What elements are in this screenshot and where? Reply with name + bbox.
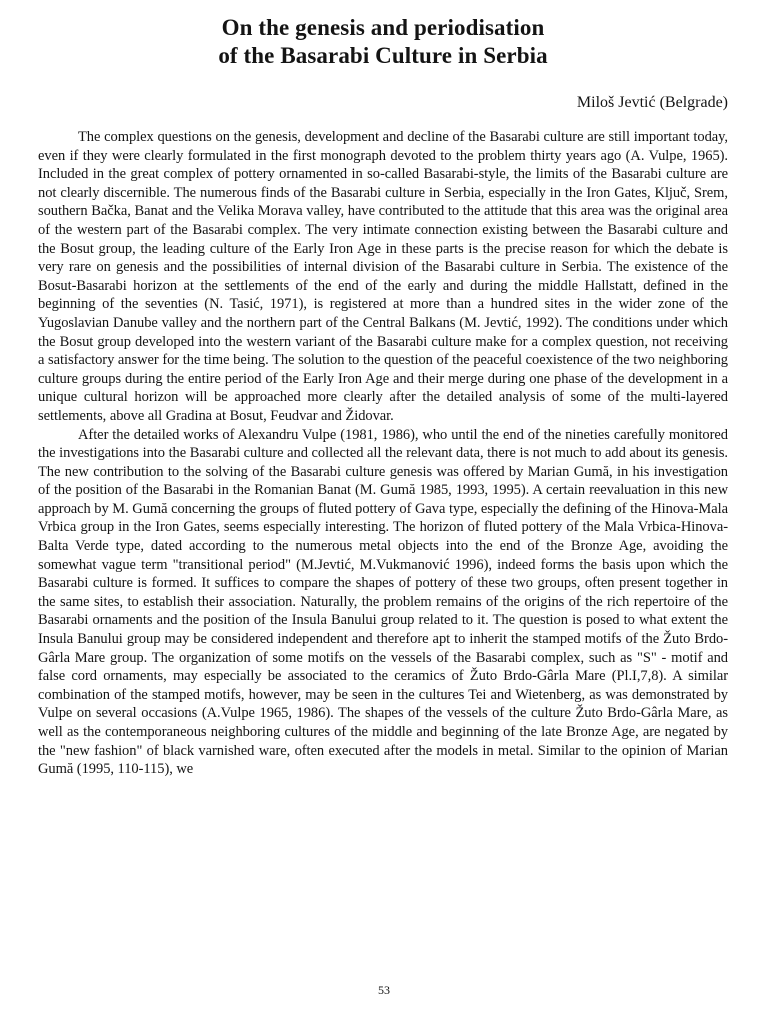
paragraph-1: The complex questions on the genesis, development and decline of the Basarabi culture are still important today, even if they were clearly formulated in the first monograph devoted to the problem thirty years ago (A. Vulpe, 1965). Included in the great complex of pottery ornamented in so-called Basarabi-style, the limits of the Basarabi culture are not clearly discernible. The numerous finds of the Basarabi culture in Serbia, especially in the Iron Gates, Ključ, Srem, southern Bačka, Banat and the Velika Morava valley, have contributed to the attitude that this area was the original area of the western part of the Basarabi complex. The very intimate connection existing between the Basarabi culture and the Bosut group, the leading culture of the Early Iron Age in these parts is the precise reason for which the debate is very rare on genesis and the possibilities of internal division of the Basarabi culture in Serbia. The existence of the Bosut-Basarabi horizon at the settlements of the end of the early and during the middle Hallstatt, defined in the beginning of the seventies (N. Tasić, 1971), is registered at more than a hundred sites in the wider zone of the Yugoslavian Danube valley and the northern part of the Central Balkans (M. Jevtić, 1992). The conditions under which the Bosut group developed into the western variant of the Basarabi culture make for a complex question, not receiving a satisfactory answer for the time being. The solution to the question of the peaceful coexistence of the two neighboring culture groups during the entire period of the Early Iron Age and their merge during one phase of the development in a unique cultural horizon will be approached more clearly after the detailed analysis of some of the multi-layered settlements, above all Gradina at Bosut, Feudvar and Židovar. [38,129,728,424]
title-line-2: of the Basarabi Culture in Serbia [218,43,548,68]
article-body [38,128,728,779]
paragraph-2: After the detailed works of Alexandru Vulpe (1981, 1986), who until the end of the nineties carefully monitored the investigations into the Basarabi culture and collected all the relevant data, there is not much to add about its genesis. The new contribution to the solving of the Basarabi culture genesis was offered by Marian Gumă, in his investigation of the position of the Basarabi in the Romanian Banat (M. Gumă 1985, 1993, 1995). A certain reevaluation in this new approach by M. Gumă concerning the groups of fluted pottery of Gava type, especially the defining of the Hinova-Mala Vrbica group in the Iron Gates, seems especially interesting. The horizon of fluted pottery of the Mala Vrbica-Hinova-Balta Verde type, dated according to the numerous metal objects into the end of the Bronze Age, avoiding the somewhat vague term "transitional period" (M.Jevtić, M.Vukmanović 1996), indeed forms the basis upon which the Basarabi culture is formed. It suffices to compare the shapes of pottery of these two groups, often present together in the same sites, to establish their association. Naturally, the problem remains of the origins of the rich repertoire of the Basarabi ornaments and the position of the Insula Banului group related to it. The question is posed to what extent the Insula Banului group may be considered independent and therefore apt to inherit the stamped motifs of the Žuto Brdo-Gârla Mare group. The organization of some motifs on the vessels of the Basarabi complex, such as "S" - motif and false cord ornaments, may especially be associated to the ceramics of Žuto Brdo-Gârla Mare (Pl.I,7,8). A similar combination of the stamped motifs, however, may be seen in the cultures Tei and Wietenberg, as was demonstrated by Vulpe on several occasions (A.Vulpe 1965, 1986). The shapes of the vessels of the culture Žuto Brdo-Gârla Mare, as well as the contemporaneous neighboring cultures of the middle and beginning of the late Bronze Age, are negated by the "new fashion" of black varnished ware, often executed after the models in metal. Similar to the opinion of Marian Gumă (1995, 110-115), we [38,426,728,778]
article-title [38,14,728,70]
page-number: 53 [378,983,390,997]
page [38,14,728,779]
author-byline: Miloš Jevtić (Belgrade) [576,94,728,111]
title-line-1: On the genesis and periodisation [221,15,545,40]
